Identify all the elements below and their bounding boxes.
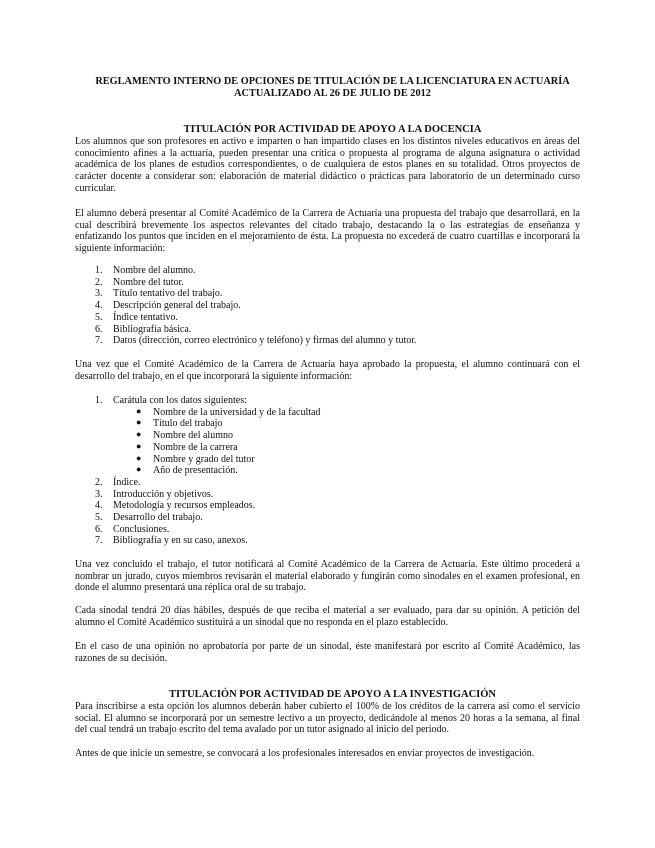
paragraph-convocatoria: Antes de que inicie un semestre, se convocará a los profesionales interesados en enviar proyectos de investigación. — [75, 748, 535, 759]
proposal-info-list — [75, 265, 575, 347]
bullet-icon: ● — [136, 429, 142, 440]
bullet-item: ● Nombre de la universidad y de la facultad — [136, 405, 321, 418]
document-title — [60, 76, 605, 100]
list-item: 3. Introducción y objetivos. — [95, 488, 214, 500]
work-content-list — [75, 395, 575, 547]
list-item: 5. Índice tentativo. — [95, 311, 178, 323]
list-item: 6. Bibliografía básica. — [95, 323, 192, 335]
bullet-icon: ● — [136, 440, 142, 451]
paragraph-propuesta: El alumno deberá presentar al Comité Académico de la Carrera de Actuaría una propuesta del trabajo que desarrollará, en la cual describirá brevemente los aspectos relevantes del citado trabajo, destacando la o las estrategias de enseñanza y enfatizando los puntos que inciden en el mejoramiento de ésta. La propuesta no excederá de cuatro cuartillas e incorporará la siguiente información: — [75, 208, 580, 255]
list-item: 4. Metodología y recursos empleados. — [95, 500, 256, 512]
list-item: 7. Datos (dirección, correo electrónico y teléfono) y firmas del alumno y tutor. — [95, 335, 417, 347]
bullet-icon: ● — [136, 452, 142, 463]
bullet-item: ● Título del trabajo — [136, 417, 223, 430]
bullet-icon: ● — [136, 405, 142, 416]
paragraph-desarrollo: Una vez que el Comité Académico de la Carrera de Actuaría haya aprobado la propuesta, el alumno continuará con el desarrollo del trabajo, en el que incorporará la siguiente información: — [75, 359, 580, 382]
list-item: 1. Carátula con los datos siguientes: ● Nombre de la universidad y de la facultad ● Título del trabajo ● Nombre del alumno ● Nombre de la carrera ● Nombre y grado del tutor ● Año de presentación. — [75, 395, 575, 477]
paragraph-sinodal: Cada sinodal tendrá 20 días hábiles, después de que reciba el material a ser evaluado, para dar su opinión. A petición del alumno el Comité Académico sustituirá a un sinodal que no responda en el plazo establecido. — [75, 605, 580, 628]
bullet-icon: ● — [136, 464, 142, 475]
bullet-item: ● Nombre de la carrera — [136, 440, 238, 453]
cover-data-bullets — [113, 407, 575, 477]
list-item: 2. Nombre del tutor. — [95, 276, 184, 288]
bullet-item: ● Nombre y grado del tutor — [136, 452, 255, 465]
title-line-2: ACTUALIZADO AL 26 DE JULIO DE 2012 — [234, 88, 431, 99]
list-item: 6. Conclusiones. — [95, 523, 170, 535]
list-item: 3. Título tentativo del trabajo. — [95, 288, 223, 300]
paragraph-opinion: En el caso de una opinión no aprobatoria por parte de un sinodal, éste manifestará por escrito al Comité Académico, las razones de su decisión. — [75, 641, 580, 664]
list-item: 5. Desarrollo del trabajo. — [95, 512, 203, 524]
list-item: 2. Índice. — [95, 476, 141, 488]
list-item: 7. Bibliografía y en su caso, anexos. — [95, 535, 248, 547]
paragraph-jurado: Una vez concluido el trabajo, el tutor notificará al Comité Académico de la Carrera de Actuaría. Este último procederá a nombrar un jurado, cuyos miembros revisarán el material elaborado y fungirán como sinodales en el examen profesional, en donde el alumno presentará una réplica oral de su trabajo. — [75, 559, 580, 594]
bullet-icon: ● — [136, 417, 142, 428]
paragraph-investigacion-intro: Para inscribirse a esta opción los alumnos deberán haber cubierto el 100% de los créditos de la carrera así como el servicio social. El alumno se incorporará por un semestre lectivo a un proyecto, dedicándole al menos 20 horas a la semana, al final del cual tendrá un trabajo escrito del tema avalado por un tutor asignado al inicio del periodo. — [75, 701, 580, 736]
title-line-1: REGLAMENTO INTERNO DE OPCIONES DE TITULACIÓN DE LA LICENCIATURA EN ACTUARÍA — [95, 76, 570, 87]
section-heading-investigacion: TITULACIÓN POR ACTIVIDAD DE APOYO A LA INVESTIGACIÓN — [168, 689, 497, 700]
list-item: 4. Descripción general del trabajo. — [95, 300, 241, 312]
list-item: 1. Nombre del alumno. — [95, 265, 196, 276]
bullet-item: ● Año de presentación. — [136, 464, 238, 477]
paragraph-docencia-intro: Los alumnos que son profesores en activo e imparten o han impartido clases en los distintos niveles educativos en áreas del conocimiento afines a la actuaría, pueden presentar una crítica o propuesta al programa de alguna asignatura o actividad académica de los planes de estudios correspondientes, o de cualquiera de estos planes en su totalidad. Otros proyectos de carácter docente a considerar son: elaboración de material didáctico o prácticas para laboratorio de un determinado curso curricular. — [75, 136, 580, 194]
section-heading-docencia: TITULACIÓN POR ACTIVIDAD DE APOYO A LA DOCENCIA — [183, 124, 482, 135]
bullet-item: ● Nombre del alumno — [136, 429, 233, 442]
